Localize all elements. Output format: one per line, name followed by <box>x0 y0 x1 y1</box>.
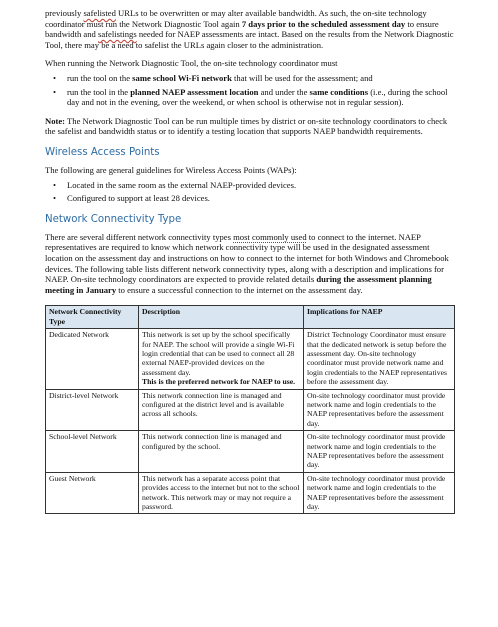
description-cell: This network connection line is managed and configured by the school. <box>139 431 304 473</box>
connectivity-paragraph <box>45 232 455 296</box>
type-cell: Dedicated Network <box>46 329 139 389</box>
type-cell: School-level Network <box>46 431 139 473</box>
text-run: URLs to be overwritten or may alter available bandwidth. As such, the on-site technology coordinator must run the Network Diagnostic Tool again <box>45 8 427 29</box>
bullets-lead: When running the Network Diagnostic Tool, the on-site technology coordinator must <box>45 58 338 69</box>
table-header-row <box>46 306 455 329</box>
description-text: This network is set up by the school specifically for NAEP. The school will provide a single Wi-Fi login credential that can be used to connect all 28 external NAEP-provided devices on the assessment day. <box>142 330 295 377</box>
text-run: previously <box>45 8 84 18</box>
document-page <box>45 8 455 514</box>
grammar-flagged-text: most commonly used <box>233 231 307 242</box>
text-run: to ensure bandwidth and <box>45 18 439 40</box>
list-item: • Configured to support at least 28 devices. <box>67 193 455 204</box>
text-run: to ensure a successful connection to the internet on the assessment day. <box>116 284 363 295</box>
text-run: that will be used for the assessment; and <box>231 72 373 83</box>
description-cell: This network has a separate access point that provides access to the internet but not to the school network. This network may or may not require a password. <box>139 472 304 514</box>
requirements-list <box>45 73 455 108</box>
spellcheck-word: safelisted <box>83 8 116 18</box>
text-run: There are several different network connectivity types <box>45 231 234 242</box>
implications-cell: District Technology Coordinator must ensure that the dedicated network is setup before the assessment day. On-site technology coordinator must provide network name and login credentials to the NAEP representatives before the assessment day. <box>304 329 455 389</box>
bold-text: 7 days prior to the scheduled assessment day <box>241 18 406 29</box>
preferred-note: This is the preferred network for NAEP to use. <box>142 377 296 387</box>
bold-text: same conditions <box>309 86 369 97</box>
note-label: Note: <box>45 115 66 126</box>
column-header: Implications for NAEP <box>304 306 455 329</box>
text-run: The Network Diagnostic Tool can be run multiple times by district or on-site technology coordinators to check the safelist and bandwidth status or to identify a testing location that supports NAEP bandwidth requirements. <box>45 115 448 137</box>
list-item <box>67 87 455 108</box>
text-run: to connect to the internet. NAEP representatives are required to know which network connectivity type will be used in the designated assessment location on the assessment day and instructions on how to connect to the internet for both Windows and Chromebook devices. The following table lists different network connectivity types, along with a description and implications for NAEP. On-site technology coordinators are expected to provide related details <box>45 231 449 285</box>
bold-text: during the assessment planning meeting in January <box>45 274 432 295</box>
table-row <box>46 389 455 431</box>
description-cell <box>139 329 304 389</box>
text-run: run the tool on the <box>67 72 133 83</box>
table-row <box>46 329 455 389</box>
bold-text: planned NAEP assessment location <box>130 86 259 97</box>
wap-intro: The following are general guidelines for Wireless Access Points (WAPs): <box>45 164 297 175</box>
text-run: (i.e., during the school day and not in the evening, over the weekend, or when school is otherwise not in regular session). <box>67 86 448 108</box>
wap-heading: Wireless Access Points <box>45 146 160 158</box>
list-item <box>67 73 455 84</box>
implications-cell: On-site technology coordinator must provide network name and login credentials to the NAEP representatives before the assessment day. <box>304 431 455 473</box>
note-paragraph <box>45 116 455 137</box>
text-run: needed for NAEP assessments are intact. Based on the results from the Network Diagnostic Tool, there may be a need to safelist the URLs again closer to the administration. <box>45 29 454 50</box>
description-cell: This network connection line is managed and configured at the district level and is available across all schools. <box>139 389 304 431</box>
wap-list <box>45 180 455 204</box>
list-item: • Located in the same room as the external NAEP-provided devices. <box>67 180 455 191</box>
bold-text: same school Wi-Fi network <box>132 72 232 83</box>
table-row <box>46 431 455 473</box>
implications-cell: On-site technology coordinator must provide network name and login credentials to the NAEP representatives before the assessment day. <box>304 472 455 514</box>
column-header: Network Connectivity Type <box>46 306 139 329</box>
text-run: run the tool in the <box>67 86 131 97</box>
type-cell: Guest Network <box>46 472 139 514</box>
text-run: and under the <box>258 86 310 97</box>
intro-paragraph <box>45 8 455 50</box>
column-header: Description <box>139 306 304 329</box>
connectivity-table <box>45 305 455 514</box>
table-row <box>46 472 455 514</box>
type-cell: District-level Network <box>46 389 139 431</box>
spellcheck-word: safelistings <box>98 29 137 40</box>
implications-cell: On-site technology coordinator must provide network name and login credentials to the NAEP representatives before the assessment day. <box>304 389 455 431</box>
connectivity-heading: Network Connectivity Type <box>45 213 182 225</box>
